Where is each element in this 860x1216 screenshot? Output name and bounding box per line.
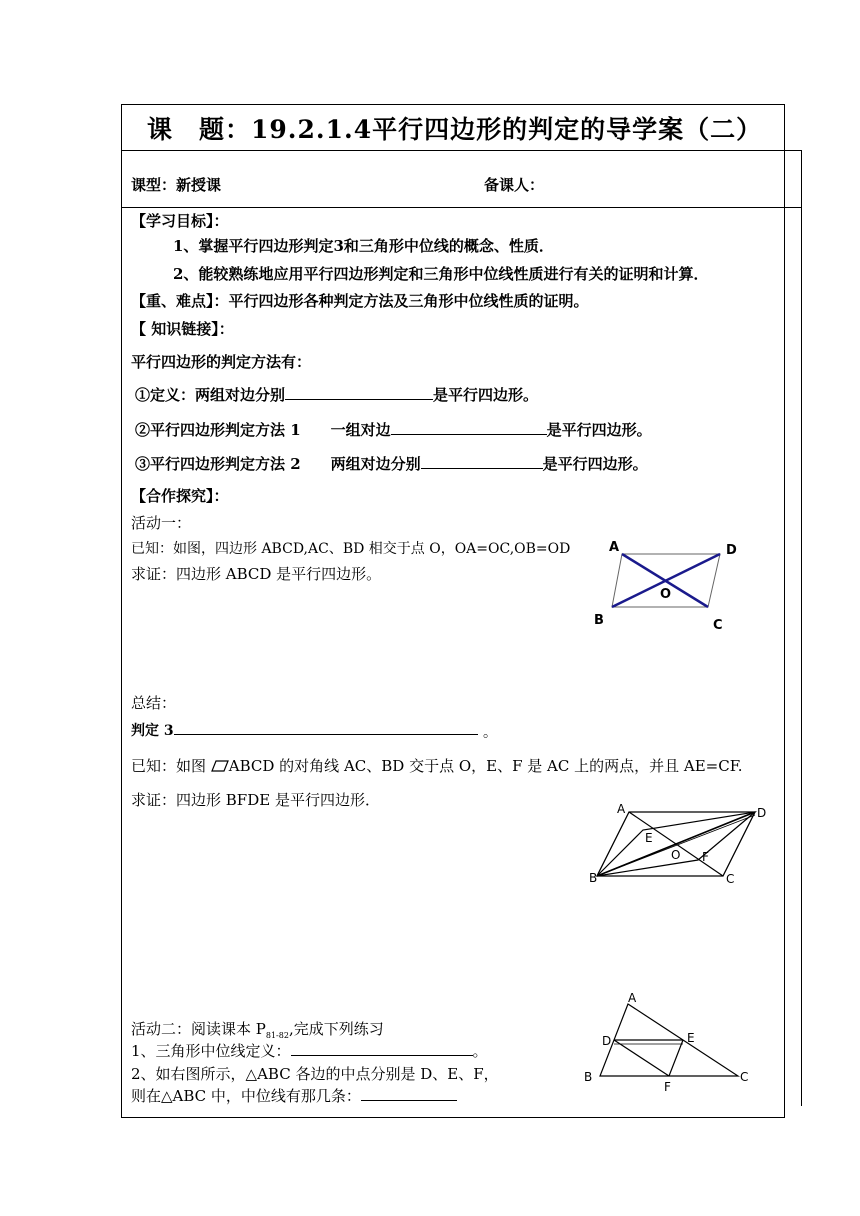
method-3-prefix: ③平行四边形判定方法 2 两组对边分别 xyxy=(135,455,421,473)
method-3-blank[interactable] xyxy=(421,454,543,469)
fig1-label-d: D xyxy=(726,543,737,558)
given-1: 已知：如图，四边形 ABCD,AC、BD 相交于点 O，OA=OC,OB=OD xyxy=(131,541,571,557)
fig3-label-d: D xyxy=(602,1034,612,1048)
question-1-end: 。 xyxy=(472,1042,488,1060)
judgement-3-label: 判定 3 xyxy=(131,723,174,739)
page-title xyxy=(147,110,762,146)
fig2-label-b: B xyxy=(589,871,598,885)
method-1-suffix: 是平行四边形。 xyxy=(433,386,539,404)
fig1-label-o: O xyxy=(660,587,672,602)
title-text: 19.2.1.4平行四边形的判定的导学案（二） xyxy=(251,115,763,144)
given-2 xyxy=(131,755,743,776)
question-1-blank[interactable] xyxy=(291,1041,473,1056)
header-divider xyxy=(121,207,802,208)
key-points-heading: 【重、难点】： xyxy=(131,292,229,310)
knowledge-link-heading: 【 知识链接】： xyxy=(131,320,234,338)
title-label: 课 题： xyxy=(147,115,252,144)
key-points xyxy=(131,290,589,311)
given-2-prefix: 已知：如图 xyxy=(131,757,211,775)
fig1-label-a: A xyxy=(609,540,620,555)
method-2-suffix: 是平行四边形。 xyxy=(546,421,652,439)
fig3-label-e: E xyxy=(687,1031,695,1045)
fig3-label-a: A xyxy=(628,991,637,1005)
method-1 xyxy=(135,384,538,405)
objective-item-2: 2、能较熟练地应用平行四边形判定和三角形中位线性质进行有关的证明和计算． xyxy=(173,265,709,283)
question-1 xyxy=(131,1040,488,1061)
activity-2-pages: 81-82 xyxy=(265,1031,289,1040)
knowledge-link-intro: 平行四边形的判定方法有： xyxy=(131,353,312,371)
activity-2-text-a: 活动二：阅读课本 P xyxy=(131,1020,266,1038)
parallelogram-figure-2 xyxy=(580,798,780,890)
fig2-label-o: O xyxy=(671,848,681,862)
fig3-label-f: F xyxy=(664,1080,671,1094)
judgement-3 xyxy=(131,720,478,740)
objective-item-1: 1、掌握平行四边形判定3和三角形中位线的概念、性质． xyxy=(173,237,554,255)
activity-2-label xyxy=(131,1018,384,1040)
method-2-blank[interactable] xyxy=(391,420,547,435)
judgement-3-blank[interactable] xyxy=(174,720,478,735)
fig2-label-f: F xyxy=(702,850,709,864)
activity-2-text-b: ,完成下列练习 xyxy=(288,1020,384,1038)
question-3-blank[interactable] xyxy=(361,1086,457,1101)
method-1-prefix: ①定义：两组对边分别 xyxy=(135,386,286,404)
course-type: 课型：新授课 xyxy=(131,176,222,194)
fig1-label-c: C xyxy=(713,618,723,633)
given-2-text: ABCD 的对角线 AC、BD 交于点 O，E、F 是 AC 上的两点，并且 AE=CF. xyxy=(228,757,743,775)
question-3-text: 则在△ABC 中，中位线有那几条： xyxy=(131,1087,361,1105)
midline-df xyxy=(614,1040,669,1076)
title-divider xyxy=(121,150,802,151)
fig2-label-d: D xyxy=(757,806,767,820)
fig3-label-c: C xyxy=(740,1070,749,1084)
objectives-heading: 【学习目标】： xyxy=(131,212,229,230)
question-2: 2、如右图所示，△ABC 各边的中点分别是 D、E、F， xyxy=(131,1065,499,1083)
method-3-suffix: 是平行四边形。 xyxy=(542,455,648,473)
cooperation-heading: 【合作探究】： xyxy=(131,487,229,505)
parallelogram-symbol-icon xyxy=(211,760,229,772)
summary-label: 总结： xyxy=(131,694,177,712)
fig2-extra-line-1 xyxy=(597,812,755,876)
prove-2: 求证：四边形 BFDE 是平行四边形． xyxy=(131,791,380,809)
activity-1-label: 活动一： xyxy=(131,514,192,532)
question-1-text: 1、三角形中位线定义： xyxy=(131,1042,291,1060)
method-3 xyxy=(135,453,648,474)
method-1-blank[interactable] xyxy=(285,385,433,400)
right-border-outer xyxy=(801,150,802,1106)
fig1-label-b: B xyxy=(594,613,604,628)
preparer-label: 备课人： xyxy=(484,176,545,194)
midline-ef xyxy=(669,1040,683,1076)
question-3 xyxy=(131,1085,457,1106)
triangle-figure xyxy=(578,990,758,1094)
judgement-3-end: 。 xyxy=(483,725,497,741)
prove-1: 求证：四边形 ABCD 是平行四边形。 xyxy=(131,565,382,583)
method-2-prefix: ②平行四边形判定方法 1 一组对边 xyxy=(135,421,391,439)
method-2 xyxy=(135,419,652,440)
fig2-label-e: E xyxy=(645,831,653,845)
fig3-label-b: B xyxy=(584,1070,593,1084)
key-points-text: 平行四边形各种判定方法及三角形中位线性质的证明。 xyxy=(228,292,589,310)
parallelogram-figure-1 xyxy=(585,535,735,635)
fig2-label-a: A xyxy=(617,802,626,816)
fig2-label-c: C xyxy=(726,872,735,886)
